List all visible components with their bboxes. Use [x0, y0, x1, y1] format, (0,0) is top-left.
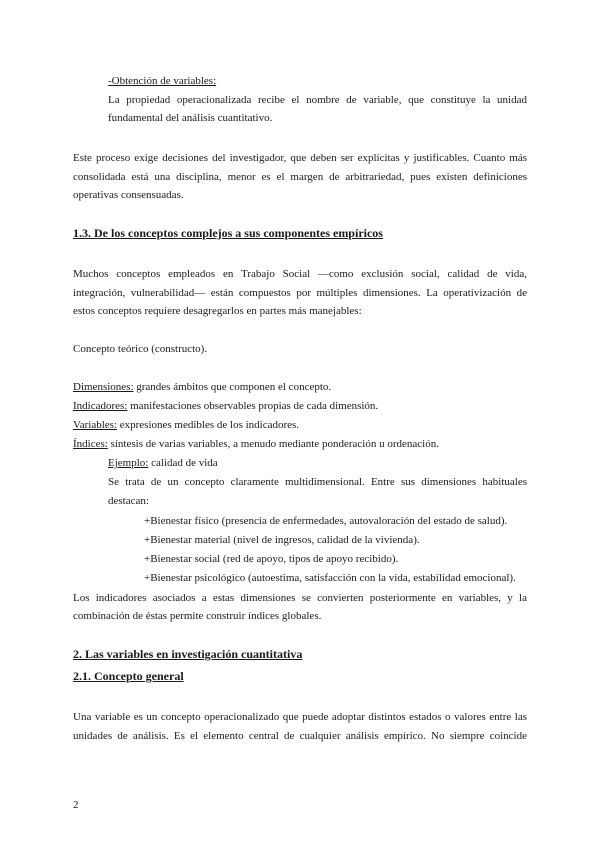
example-label: Ejemplo:: [108, 457, 149, 469]
bullet-bienestar-material: +Bienestar material (nivel de ingresos, calidad de la vivienda).: [144, 534, 420, 546]
section-2-title: 2. Las variables en investigación cuantitativa: [73, 647, 303, 661]
bullet-bienestar-psicologico: +Bienestar psicológico (autoestima, satisfacción con la vida, estabilidad emocional).: [144, 572, 516, 584]
section-1-3-title: 1.3. De los conceptos complejos a sus componentes empíricos: [73, 226, 383, 240]
bullet-bienestar-social: +Bienestar social (red de apoyo, tipos de apoyo recibido).: [144, 553, 399, 565]
definition-variables: [73, 418, 299, 432]
bullet-bienestar-fisico: +Bienestar físico (presencia de enfermedades, autovaloración del estado de salud).: [144, 515, 508, 527]
definition-text: síntesis de varias variables, a menudo mediante ponderación u ordenación.: [107, 438, 439, 450]
section-1-3-paragraph-line-2: integración, vulnerabilidad— están compuestos por múltiples dimensiones. La operativización de: [73, 287, 527, 299]
section-2-1-subtitle: 2.1. Concepto general: [73, 669, 184, 683]
section-1-3-paragraph-line-1: Muchos conceptos empleados en Trabajo Social —como exclusión social, calidad de vida,: [73, 268, 527, 280]
proceso-line-3: operativas consensuadas.: [73, 189, 184, 201]
section-2-paragraph-line-2: unidades de análisis. Es el elemento central de cualquier análisis empírico. No siempre coincide: [73, 730, 527, 742]
page-number: 2: [73, 799, 79, 811]
definition-dimensiones: [73, 380, 331, 394]
closing-line-2: combinación de éstas permite construir índices globales.: [73, 610, 322, 622]
definition-term: Indicadores:: [73, 400, 128, 412]
definition-text: expresiones medibles de los indicadores.: [116, 419, 300, 431]
proceso-line-2: consolidada está una disciplina, menor es el margen de arbitrariedad, pues existen definiciones: [73, 171, 527, 183]
definition-text: manifestaciones observables propias de cada dimensión.: [127, 400, 379, 412]
obtencion-heading: -Obtención de variables:: [108, 75, 217, 87]
example-topic: calidad de vida: [148, 457, 218, 469]
definition-term: Dimensiones:: [73, 381, 134, 393]
section-1-3-paragraph-line-3: estos conceptos requiere desagregarlos en partes más manejables:: [73, 305, 362, 317]
definition-term: Índices:: [73, 438, 108, 450]
example-line-2: destacan:: [108, 495, 149, 507]
definition-indices: [73, 437, 439, 451]
definition-text: grandes ámbitos que componen el concepto.: [133, 381, 332, 393]
concepto-teorico: Concepto teórico (constructo).: [73, 343, 208, 355]
example-heading: [108, 456, 218, 470]
obtencion-text-line-1: La propiedad operacionalizada recibe el nombre de variable, que constituye la unidad: [108, 94, 527, 106]
example-line-1: Se trata de un concepto claramente multidimensional. Entre sus dimensiones habituales: [108, 476, 527, 488]
definition-indicadores: [73, 399, 378, 413]
closing-line-1: Los indicadores asociados a estas dimensiones se convierten posteriormente en variables, y la: [73, 592, 527, 604]
obtencion-text-line-2: fundamental del análisis cuantitativo.: [108, 112, 273, 124]
section-2-paragraph-line-1: Una variable es un concepto operacionalizado que puede adoptar distintos estados o valores entre las: [73, 711, 527, 723]
definition-term: Variables:: [73, 419, 117, 431]
proceso-line-1: Este proceso exige decisiones del investigador, que deben ser explícitas y justificables. Cuanto más: [73, 152, 527, 164]
